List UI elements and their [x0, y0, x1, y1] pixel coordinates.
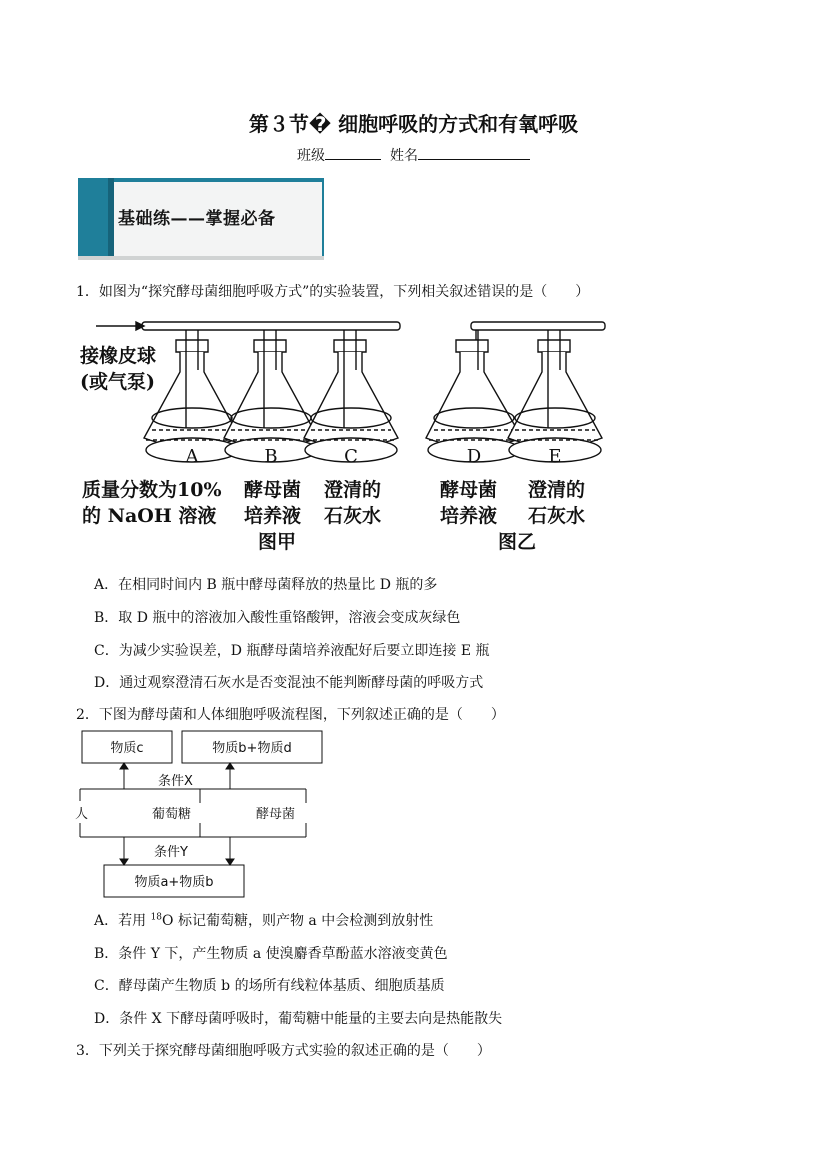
flow-cond-x: 条件X [158, 774, 193, 789]
figure-jia-label: 图甲 [258, 531, 297, 553]
flow-box-bd: 物质b+物质d [212, 741, 292, 756]
flow-box-ab: 物质a+物质b [134, 875, 214, 890]
question-1-stem: 1．如图为“探究酵母菌细胞呼吸方式”的实验装置，下列相关叙述错误的是（ ） [76, 284, 590, 300]
bottle-label-e: E [548, 446, 562, 467]
flow-yeast: 酵母菌 [256, 807, 296, 822]
class-label: 班级 [297, 148, 326, 164]
name-label: 姓名 [389, 148, 418, 164]
caption-d-line2: 培养液 [440, 505, 498, 527]
class-blank [325, 145, 381, 160]
caption-d-line1: 酵母菌 [440, 479, 498, 501]
caption-a-line2: 的 NaOH 溶液 [82, 505, 217, 527]
q2-option-a: A．若用 $^{18}$O 标记葡萄糖，则产物 a 中会检测到放射性 [94, 912, 434, 929]
flask-apparatus-figure [76, 310, 616, 560]
q1-option-a: A．在相同时间内 B 瓶中酵母菌释放的热量比 D 瓶的多 [94, 577, 438, 593]
pump-label-1: 接橡皮球 [80, 345, 157, 367]
q2-option-b: B．条件 Y 下，产生物质 a 使溴麝香草酚蓝水溶液变黄色 [94, 946, 448, 962]
q1-option-b: B．取 D 瓶中的溶液加入酸性重铬酸钾，溶液会变成灰绿色 [94, 610, 461, 626]
caption-a-line1: 质量分数为10% [82, 479, 222, 501]
pump-label-2: (或气泵) [80, 371, 155, 393]
page-title: 第３节� 细胞呼吸的方式和有氧呼吸 [248, 112, 579, 136]
bottle-label-d: D [466, 446, 482, 467]
caption-e-line1: 澄清的 [528, 479, 586, 501]
q2-option-d: D．条件 X 下酵母菌呼吸时，葡萄糖中能量的主要去向是热能散失 [94, 1011, 503, 1027]
q2-option-c: C．酵母菌产生物质 b 的场所有线粒体基质、细胞质基质 [94, 978, 445, 994]
caption-c-line2: 石灰水 [324, 505, 382, 527]
question-2-stem: 2．下图为酵母菌和人体细胞呼吸流程图，下列叙述正确的是（ ） [76, 707, 505, 723]
q1-option-d: D．通过观察澄清石灰水是否变混浊不能判断酵母菌的呼吸方式 [94, 675, 484, 691]
caption-b-line1: 酵母菌 [244, 479, 302, 501]
caption-e-line2: 石灰水 [528, 505, 586, 527]
name-blank [418, 145, 530, 160]
bottle-label-b: B [264, 446, 278, 467]
flow-cond-y: 条件Y [154, 845, 188, 860]
bottle-label-a: A [185, 446, 199, 467]
caption-c-line1: 澄清的 [324, 479, 382, 501]
caption-b-line2: 培养液 [244, 505, 302, 527]
question-3-stem: 3．下列关于探究酵母菌细胞呼吸方式实验的叙述正确的是（ ） [76, 1043, 491, 1059]
bottle-label-c: C [344, 446, 358, 467]
flow-human: 人 [75, 807, 89, 822]
section-banner-text: 基础练——掌握必备 [118, 209, 276, 229]
class-name-line [0, 145, 827, 165]
flow-glucose: 葡萄糖 [152, 807, 192, 822]
figure-yi-label: 图乙 [498, 531, 537, 553]
q1-option-c: C．为减少实验误差，D 瓶酵母菌培养液配好后要立即连接 E 瓶 [94, 643, 490, 659]
respiration-flowchart [72, 725, 334, 900]
flow-box-c: 物质c [110, 741, 144, 756]
